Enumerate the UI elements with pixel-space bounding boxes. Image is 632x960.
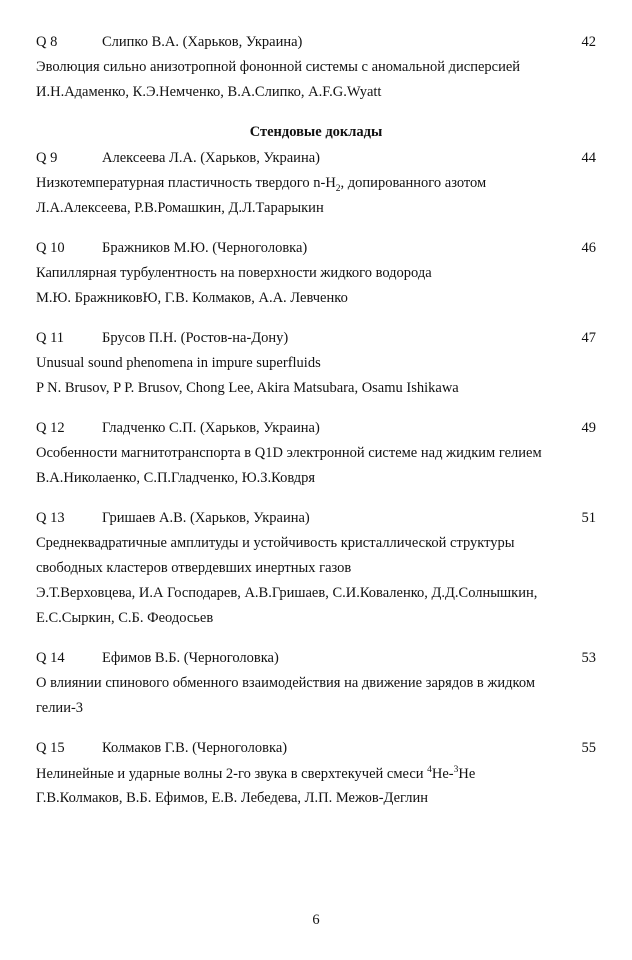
entry-title: Нелинейные и ударные волны 2-го звука в сверхтекучей смеси $^4$He-$^3$He: [36, 765, 476, 782]
entry-page-number: 46: [581, 240, 596, 256]
entry-presenter: Гладченко С.П. (Харьков, Украина): [102, 420, 320, 436]
entry-title: Unusual sound phenomena in impure superfluids: [36, 355, 321, 371]
entry-authors: И.Н.Адаменко, К.Э.Немченко, В.А.Слипко, A.F.G.Wyatt: [36, 84, 382, 100]
entry-code: Q 11: [36, 330, 65, 346]
entry-authors: Е.С.Сыркин, С.Б. Феодосьев: [36, 610, 214, 626]
entry-page-number: 51: [581, 510, 596, 526]
entry-presenter: Брусов П.Н. (Ростов-на-Дону): [102, 330, 289, 346]
entry-page-number: 49: [581, 420, 596, 436]
entry-presenter: Ефимов В.Б. (Черноголовка): [102, 650, 279, 666]
footer-page-number: 6: [312, 912, 320, 928]
entry-presenter: Алексеева Л.А. (Харьков, Украина): [102, 150, 320, 166]
entry-presenter: Колмаков Г.В. (Черноголовка): [102, 740, 288, 756]
entry-title: гелии-3: [36, 700, 84, 716]
entry-presenter: Гришаев А.В. (Харьков, Украина): [102, 510, 310, 526]
entry-code: Q 14: [36, 650, 65, 666]
entry-authors: В.А.Николаенко, С.П.Гладченко, Ю.З.Ковдря: [36, 470, 316, 486]
entry-authors: P N. Brusov, P P. Brusov, Chong Lee, Akira Matsubara, Osamu Ishikawa: [36, 380, 459, 396]
entry-code: Q 15: [36, 740, 65, 756]
entry-authors: Э.Т.Верховцева, И.А Господарев, А.В.Гришаев, С.И.Коваленко, Д.Д.Солнышкин,: [36, 585, 538, 601]
entry-title: Низкотемпературная пластичность твердого $n-H_2$, допированного азотом: [36, 175, 487, 194]
entry-page-number: 44: [581, 150, 596, 166]
entry-title: Капиллярная турбулентность на поверхности жидкого водорода: [36, 265, 432, 281]
entry-title: Эволюция сильно анизотропной фононной системы с аномальной дисперсией: [36, 59, 521, 75]
entry-title: Среднеквадратичные амплитуды и устойчивость кристаллической структуры: [36, 535, 515, 551]
entry-code: Q 12: [36, 420, 65, 436]
entry-page-number: 55: [581, 740, 596, 756]
entry-presenter: Бражников М.Ю. (Черноголовка): [102, 240, 308, 256]
entry-authors: М.Ю. БражниковЮ, Г.В. Колмаков, А.А. Левченко: [36, 290, 348, 306]
entry-authors: Л.А.Алексеева, Р.В.Ромашкин, Д.Л.Тарарыкин: [36, 200, 324, 216]
entry-title: О влиянии спинового обменного взаимодействия на движение зарядов в жидком: [36, 675, 536, 691]
entry-page-number: 53: [581, 650, 596, 666]
section-title: Стендовые доклады: [249, 124, 383, 140]
entry-page-number: 42: [581, 34, 596, 50]
entry-title: Особенности магнитотранспорта в Q1D электронной системе над жидким гелием: [36, 445, 542, 461]
entry-code: Q 10: [36, 240, 65, 256]
entry-page-number: 47: [581, 330, 596, 346]
entry-code: Q 8: [36, 34, 58, 50]
entry-authors: Г.В.Колмаков, В.Б. Ефимов, Е.В. Лебедева, Л.П. Межов-Деглин: [36, 790, 429, 806]
entry-presenter: Слипко В.А. (Харьков, Украина): [102, 34, 303, 50]
entry-code: Q 9: [36, 150, 58, 166]
entry-code: Q 13: [36, 510, 65, 526]
entry-title: свободных кластеров отвердевших инертных газов: [36, 560, 352, 576]
